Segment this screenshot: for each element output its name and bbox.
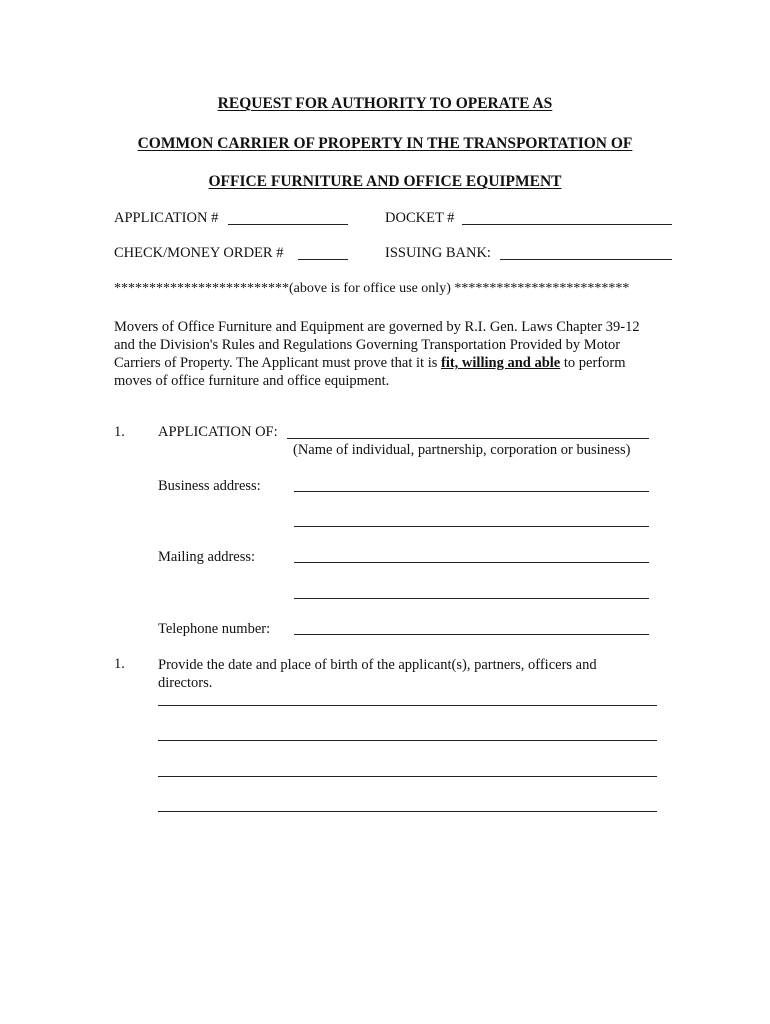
birth-info-answer-line-3[interactable] xyxy=(158,776,657,777)
birth-info-answer-line-1[interactable] xyxy=(158,705,657,706)
application-number-label: APPLICATION # xyxy=(114,210,219,226)
business-address-field-1[interactable] xyxy=(294,491,649,492)
business-address-label: Business address: xyxy=(158,478,261,494)
intro-text-before: Movers of Office Furniture and Equipment are governed by R.I. Gen. Laws Chapter 39-12 and the Division's Rules and Regulations Governing Transportation Provided by Motor Carriers of Property. The Applicant must prove that it is xyxy=(114,319,640,371)
birth-info-question: Provide the date and place of birth of the applicant(s), partners, officers and directors. xyxy=(158,657,597,691)
office-use-note: *************************(above is for office use only) ************************* xyxy=(114,281,630,296)
mailing-address-label: Mailing address: xyxy=(158,549,256,565)
intro-paragraph xyxy=(114,318,654,390)
section-1-number: 1. xyxy=(114,424,125,440)
issuing-bank-field[interactable] xyxy=(500,259,672,260)
application-of-field[interactable] xyxy=(287,438,649,439)
telephone-number-label: Telephone number: xyxy=(158,621,271,637)
issuing-bank-label: ISSUING BANK: xyxy=(385,245,491,261)
telephone-number-field[interactable] xyxy=(294,634,649,635)
section-2-number: 1. xyxy=(114,656,125,672)
intro-emphasis: fit, willing and able xyxy=(441,355,561,371)
mailing-address-field-2[interactable] xyxy=(294,598,649,599)
form-title-line-1: REQUEST FOR AUTHORITY TO OPERATE AS xyxy=(217,95,553,112)
docket-number-field[interactable] xyxy=(462,224,672,225)
docket-number-label: DOCKET # xyxy=(385,210,455,226)
birth-info-answer-line-4[interactable] xyxy=(158,811,657,812)
application-of-hint: (Name of individual, partnership, corporation or business) xyxy=(293,442,631,458)
form-title-line-3: OFFICE FURNITURE AND OFFICE EQUIPMENT xyxy=(208,173,562,190)
check-money-order-field[interactable] xyxy=(298,259,348,260)
application-of-label: APPLICATION OF: xyxy=(158,424,278,440)
business-address-field-2[interactable] xyxy=(294,526,649,527)
mailing-address-field-1[interactable] xyxy=(294,562,649,563)
application-number-field[interactable] xyxy=(228,224,348,225)
check-money-order-label: CHECK/MONEY ORDER # xyxy=(114,245,284,261)
intro-text-after: to perform moves of office furniture and office equipment. xyxy=(114,355,626,389)
form-title-line-2: COMMON CARRIER OF PROPERTY IN THE TRANSPORTATION OF xyxy=(137,135,633,152)
birth-info-answer-line-2[interactable] xyxy=(158,740,657,741)
